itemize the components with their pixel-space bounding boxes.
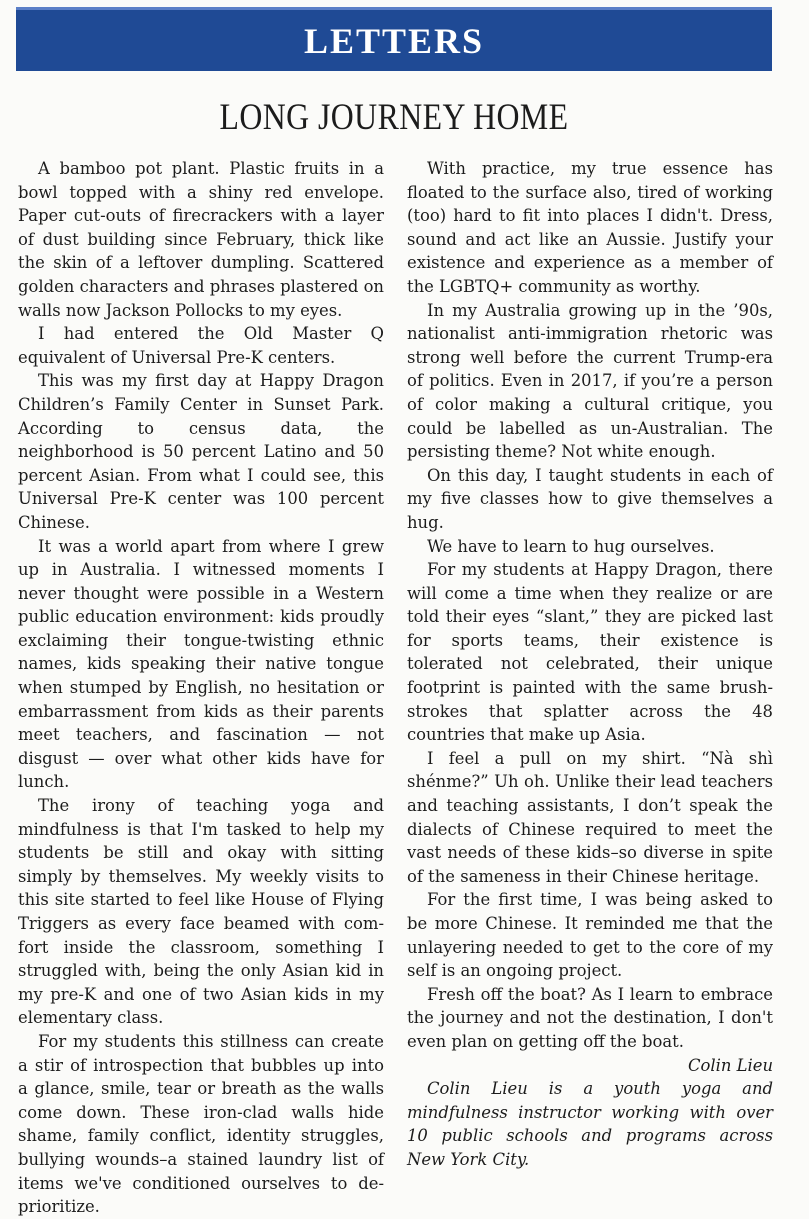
right-column (407, 157, 773, 1172)
author-bio: Colin Lieu is a youth yoga and mindfulness instructor working with over 10 public schools and programs across New York City. (407, 1079, 773, 1169)
paragraph: In my Australia growing up in the ’90s, nationalist anti-immigration rhetoric was strong well before the current Trump-era of politics. Even in 2017, if you’re a person of color making a cultural critique, you could be labelled as un-Australian. The persisting theme? Not white enough. (407, 300, 773, 462)
author-byline: Colin Lieu (687, 1055, 773, 1075)
paragraph: For the first time, I was being asked to be more Chinese. It reminded me that the unlayering needed to get to the core of my self is an ongoing project. (407, 890, 773, 981)
paragraph: It was a world apart from where I grew up in Australia. I witnessed moments I never thought were possible in a Western public education environment: kids proudly exclaiming their tongue-twisting ethnic names, kids speaking their native tongue when stumped by English, no hesitation or embarrassment from kids as their parents meet teachers, and fascination — not disgust — over what other kids have for lunch. (18, 536, 384, 792)
paragraph: For my students at Happy Dragon, there will come a time when they realize or are told their eyes “slant,” they are picked last for sports teams, their existence is tolerated not celebrated, their unique footprint is painted with the same brushstrokes that splatter across the 48 countries that make up Asia. (407, 560, 773, 745)
paragraph: On this day, I taught students in each of my five classes how to give themselves a hug. (407, 465, 773, 532)
section-banner (16, 7, 772, 71)
paragraph: With practice, my true essence has floated to the surface also, tired of working (too) hard to fit into places I didn't. Dress, sound and act like an Aussie. Justify your existence and experience as a member of the LGBTQ+ community as worthy. (407, 159, 773, 296)
left-column (18, 157, 384, 1219)
article-headline: LONG JOURNEY HOME (219, 97, 569, 138)
paragraph: For my students this stillness can create a stir of introspection that bubbles up into a glance, smile, tear or breath as the walls come down. These iron-clad walls hide shame, family conflict, identity struggles, bullying wounds–a stained laundry list of items we've conditioned ourselves to de-prioritize. (18, 1031, 384, 1217)
paragraph: The irony of teaching yoga and mindfulness is that I'm tasked to help my students be still and okay with sitting simply by themselves. My weekly visits to this site started to feel like House of Flying Triggers as every face beamed with comfort inside the classroom, something I struggled with, being the only Asian kid in my pre-K and one of two Asian kids in my elementary class. (18, 796, 384, 1028)
paragraph: I feel a pull on my shirt. “Nà shì shénme?” Uh oh. Unlike their lead teachers and teaching assistants, I don’t speak the dialects of Chinese required to meet the vast needs of these kids–so diverse in spite of the sameness in their Chinese heritage. (407, 748, 773, 886)
paragraph: A bamboo pot plant. Plastic fruits in a bowl topped with a shiny red envelope. Paper cut-outs of firecrackers with a layer of dust building since February, thick like the skin of a leftover dumpling. Scattered golden characters and phrases plastered on walls now Jackson Pollocks to my eyes. (18, 159, 384, 320)
paragraph: I had entered the Old Master Q equivalent of Universal Pre-K centers. (18, 324, 384, 367)
section-title: LETTERS (303, 20, 485, 61)
paragraph: We have to learn to hug ourselves. (427, 536, 715, 556)
paragraph: Fresh off the boat? As I learn to embrace the journey and not the destination, I don't even plan on getting off the boat. (407, 984, 773, 1051)
paragraph: This was my first day at Happy Dragon Children’s Family Center in Sunset Park. According to census data, the neighborhood is 50 percent Latino and 50 percent Asian. From what I could see, this Universal Pre-K center was 100 percent Chinese. (18, 371, 384, 532)
